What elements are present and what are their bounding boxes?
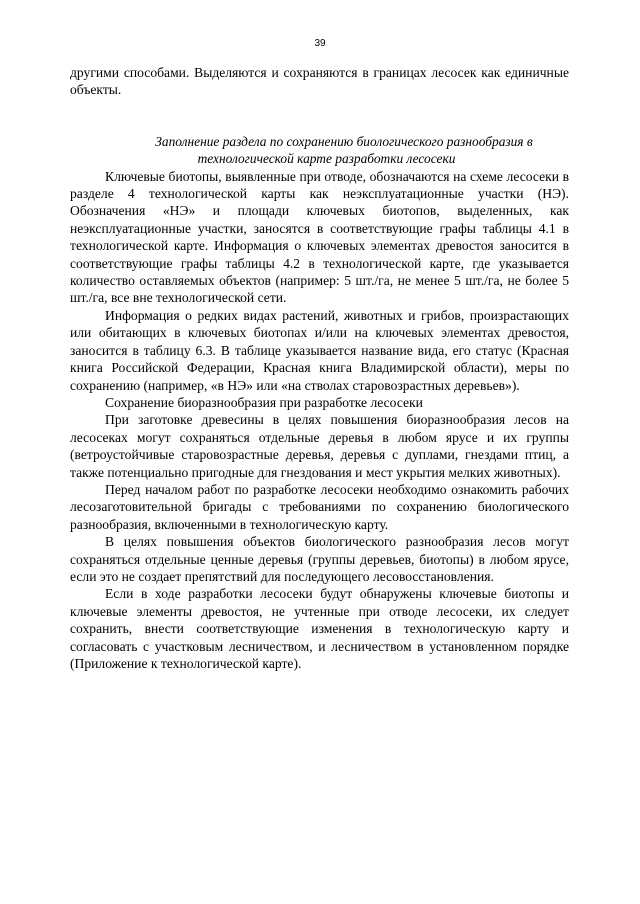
section-title: Заполнение раздела по сохранению биологического разнообразия в технологической карте разработки лесосеки (155, 133, 533, 167)
paragraph-unaccounted-biotopes: Если в ходе разработки лесосеки будут обнаружены ключевые биотопы и ключевые элементы древостоя, не учтенные при отводе лесосеки, их следует сохранить, внести соответствующие изменения в технологическую карту и согласовать с участковым лесничеством, и лесничеством в установленном порядке (Приложение к технологической карте). (70, 586, 569, 671)
paragraph-tree-retention: При заготовке древесины в целях повышения биоразнообразия лесов на лесосеках могут сохраняться отдельные деревья в любом ярусе и их группы (ветроустойчивые старовозрастные деревья, деревья с дуплами, гнездами птиц, а также потенциально пригодные для гнездования и мест укрытия мелких животных). (70, 412, 569, 480)
body-text (70, 64, 569, 672)
section-spacer (70, 99, 569, 133)
page-number: 39 (314, 38, 326, 49)
paragraph-valuable-trees: В целях повышения объектов биологического разнообразия лесов могут сохраняться отдельные ценные деревья (группы деревьев, биотопы) в любом ярусе, если это не создает препятствий для последующего лесовосстановления. (70, 534, 569, 584)
paragraph-key-biotopes: Ключевые биотопы, выявленные при отводе, обозначаются на схеме лесосеки в разделе 4 технологической карты как неэксплуатационные участки (НЭ). Обозначения «НЭ» и площади ключевых биотопов, выделенных, как неэксплуатационные участки, заносятся в соответствующие графы таблицы 4.1 в технологической карте. Информация о ключевых элементах древостоя заносится в соответствующие графы таблицы 4.2 в технологической карте, где указывается количество оставляемых объектов (например: 5 шт./га, не менее 5 шт./га, не более 5 шт./га, все вне технологической сети. (70, 168, 569, 306)
intro-paragraph: другими способами. Выделяются и сохраняются в границах лесосек как единичные объекты. (70, 65, 569, 98)
subheading-biodiversity-conservation: Сохранение биоразнообразия при разработке лесосеки (105, 394, 423, 410)
paragraph-worker-briefing: Перед началом работ по разработке лесосеки необходимо ознакомить рабочих лесозаготовительной бригады с требованиями по сохранению биологического разнообразия, включенными в технологическую карту. (70, 481, 569, 532)
paragraph-rare-species: Информация о редких видах растений, животных и грибов, произрастающих или обитающих в ключевых биотопах и/или на ключевых элементах древостоя, заносится в таблицу 6.3. В таблице указывается название вида, его статус (Красная книга Российской Федерации, Красная книга Владимирской области), меры по сохранению (например, «в НЭ» или «на стволах старовозрастных деревьев»). (70, 307, 569, 393)
